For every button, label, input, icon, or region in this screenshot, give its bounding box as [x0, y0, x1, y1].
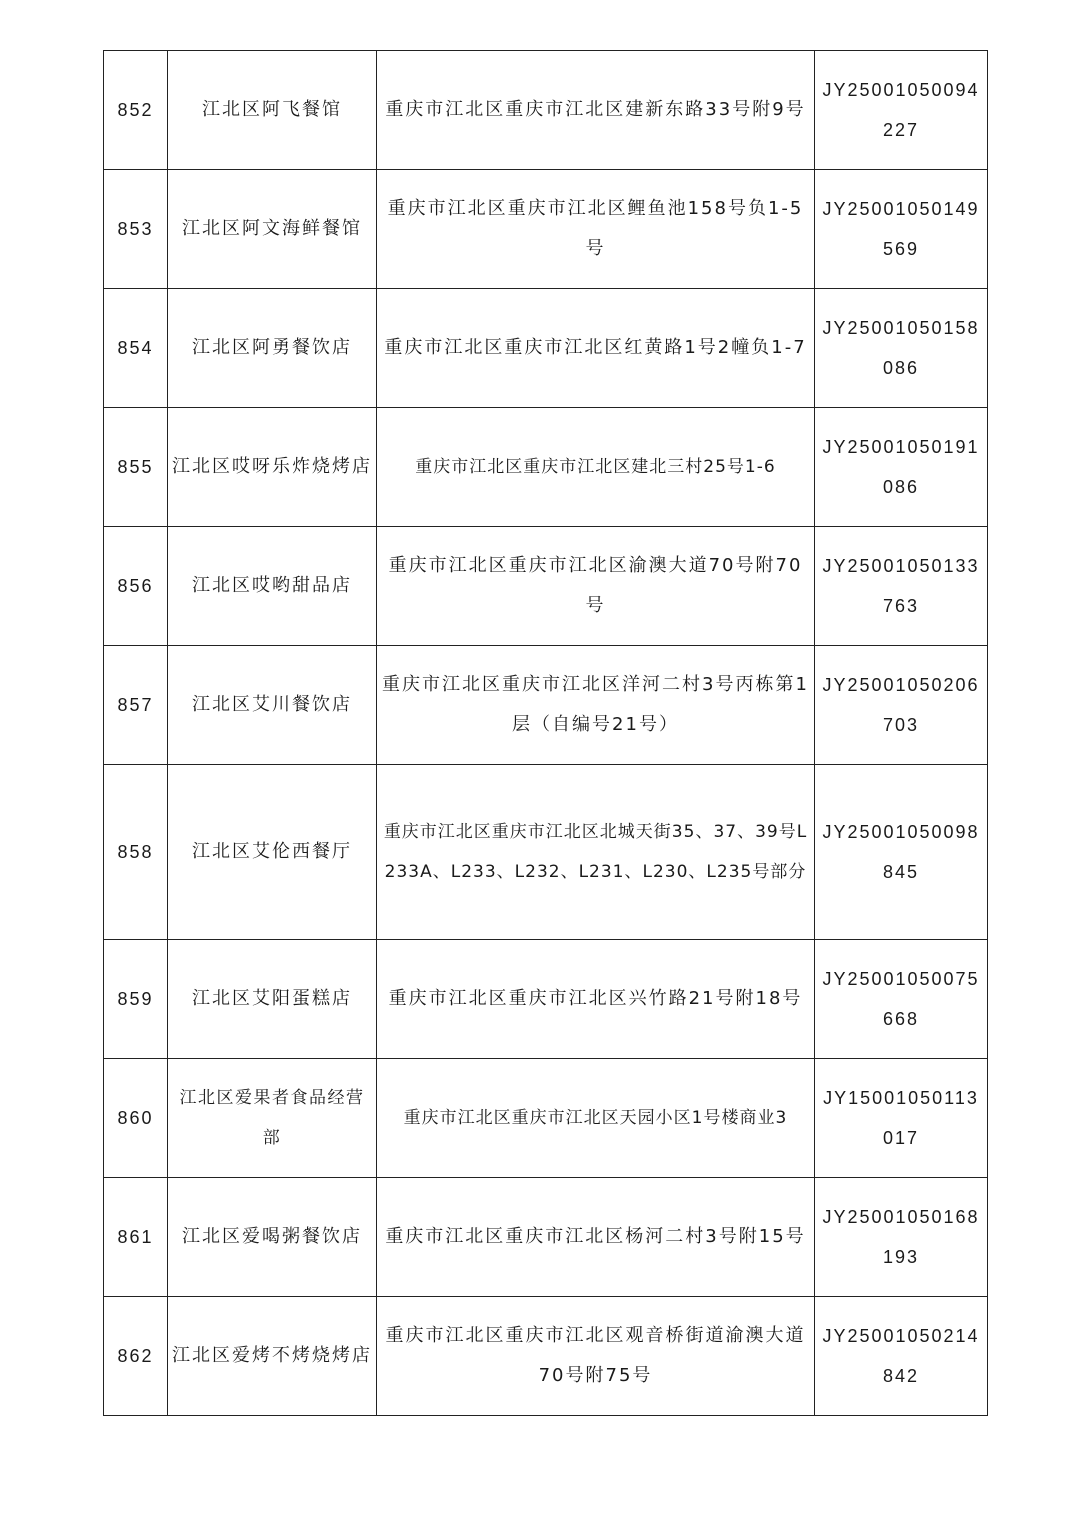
license-number: JY25001050158086: [815, 289, 988, 408]
row-number: 861: [104, 1178, 168, 1297]
business-address: 重庆市江北区重庆市江北区洋河二村3号丙栋第1层（自编号21号）: [377, 646, 815, 765]
row-number: 859: [104, 940, 168, 1059]
table-row: [104, 170, 988, 289]
business-name: 江北区哎呀乐炸烧烤店: [168, 408, 377, 527]
row-number: 854: [104, 289, 168, 408]
business-address: 重庆市江北区重庆市江北区杨河二村3号附15号: [377, 1178, 815, 1297]
business-name: 江北区阿飞餐馆: [168, 51, 377, 170]
table-row: [104, 527, 988, 646]
table-row: [104, 765, 988, 940]
row-number: 856: [104, 527, 168, 646]
license-number: JY25001050214842: [815, 1297, 988, 1416]
business-address: 重庆市江北区重庆市江北区建新东路33号附9号: [377, 51, 815, 170]
business-name: 江北区艾阳蛋糕店: [168, 940, 377, 1059]
business-address: 重庆市江北区重庆市江北区天园小区1号楼商业3: [377, 1059, 815, 1178]
business-name: 江北区阿文海鲜餐馆: [168, 170, 377, 289]
license-number: JY15001050113017: [815, 1059, 988, 1178]
table-row: [104, 1178, 988, 1297]
license-table: [103, 50, 988, 1416]
table-row: [104, 408, 988, 527]
business-address: 重庆市江北区重庆市江北区北城天街35、37、39号L233A、L233、L232、L231、L230、L235号部分: [377, 765, 815, 940]
business-name: 江北区哎哟甜品店: [168, 527, 377, 646]
license-number: JY25001050149569: [815, 170, 988, 289]
table-row: [104, 1059, 988, 1178]
business-name: 江北区爱果者食品经营部: [168, 1059, 377, 1178]
license-number: JY25001050206703: [815, 646, 988, 765]
license-number: JY25001050094227: [815, 51, 988, 170]
license-number: JY25001050168193: [815, 1178, 988, 1297]
business-name: 江北区爱烤不烤烧烤店: [168, 1297, 377, 1416]
business-address: 重庆市江北区重庆市江北区红黄路1号2幢负1-7: [377, 289, 815, 408]
business-address: 重庆市江北区重庆市江北区渝澳大道70号附70号: [377, 527, 815, 646]
row-number: 852: [104, 51, 168, 170]
business-address: 重庆市江北区重庆市江北区观音桥街道渝澳大道70号附75号: [377, 1297, 815, 1416]
license-number: JY25001050075668: [815, 940, 988, 1059]
business-name: 江北区爱喝粥餐饮店: [168, 1178, 377, 1297]
business-name: 江北区艾川餐饮店: [168, 646, 377, 765]
business-name: 江北区艾伦西餐厅: [168, 765, 377, 940]
row-number: 855: [104, 408, 168, 527]
row-number: 853: [104, 170, 168, 289]
row-number: 862: [104, 1297, 168, 1416]
row-number: 858: [104, 765, 168, 940]
table-row: [104, 51, 988, 170]
table-row: [104, 1297, 988, 1416]
table-row: [104, 646, 988, 765]
table-row: [104, 289, 988, 408]
business-address: 重庆市江北区重庆市江北区兴竹路21号附18号: [377, 940, 815, 1059]
business-name: 江北区阿勇餐饮店: [168, 289, 377, 408]
table-row: [104, 940, 988, 1059]
row-number: 857: [104, 646, 168, 765]
business-address: 重庆市江北区重庆市江北区鲤鱼池158号负1-5号: [377, 170, 815, 289]
license-number: JY25001050133763: [815, 527, 988, 646]
license-number: JY25001050098845: [815, 765, 988, 940]
license-number: JY25001050191086: [815, 408, 988, 527]
row-number: 860: [104, 1059, 168, 1178]
business-address: 重庆市江北区重庆市江北区建北三村25号1-6: [377, 408, 815, 527]
